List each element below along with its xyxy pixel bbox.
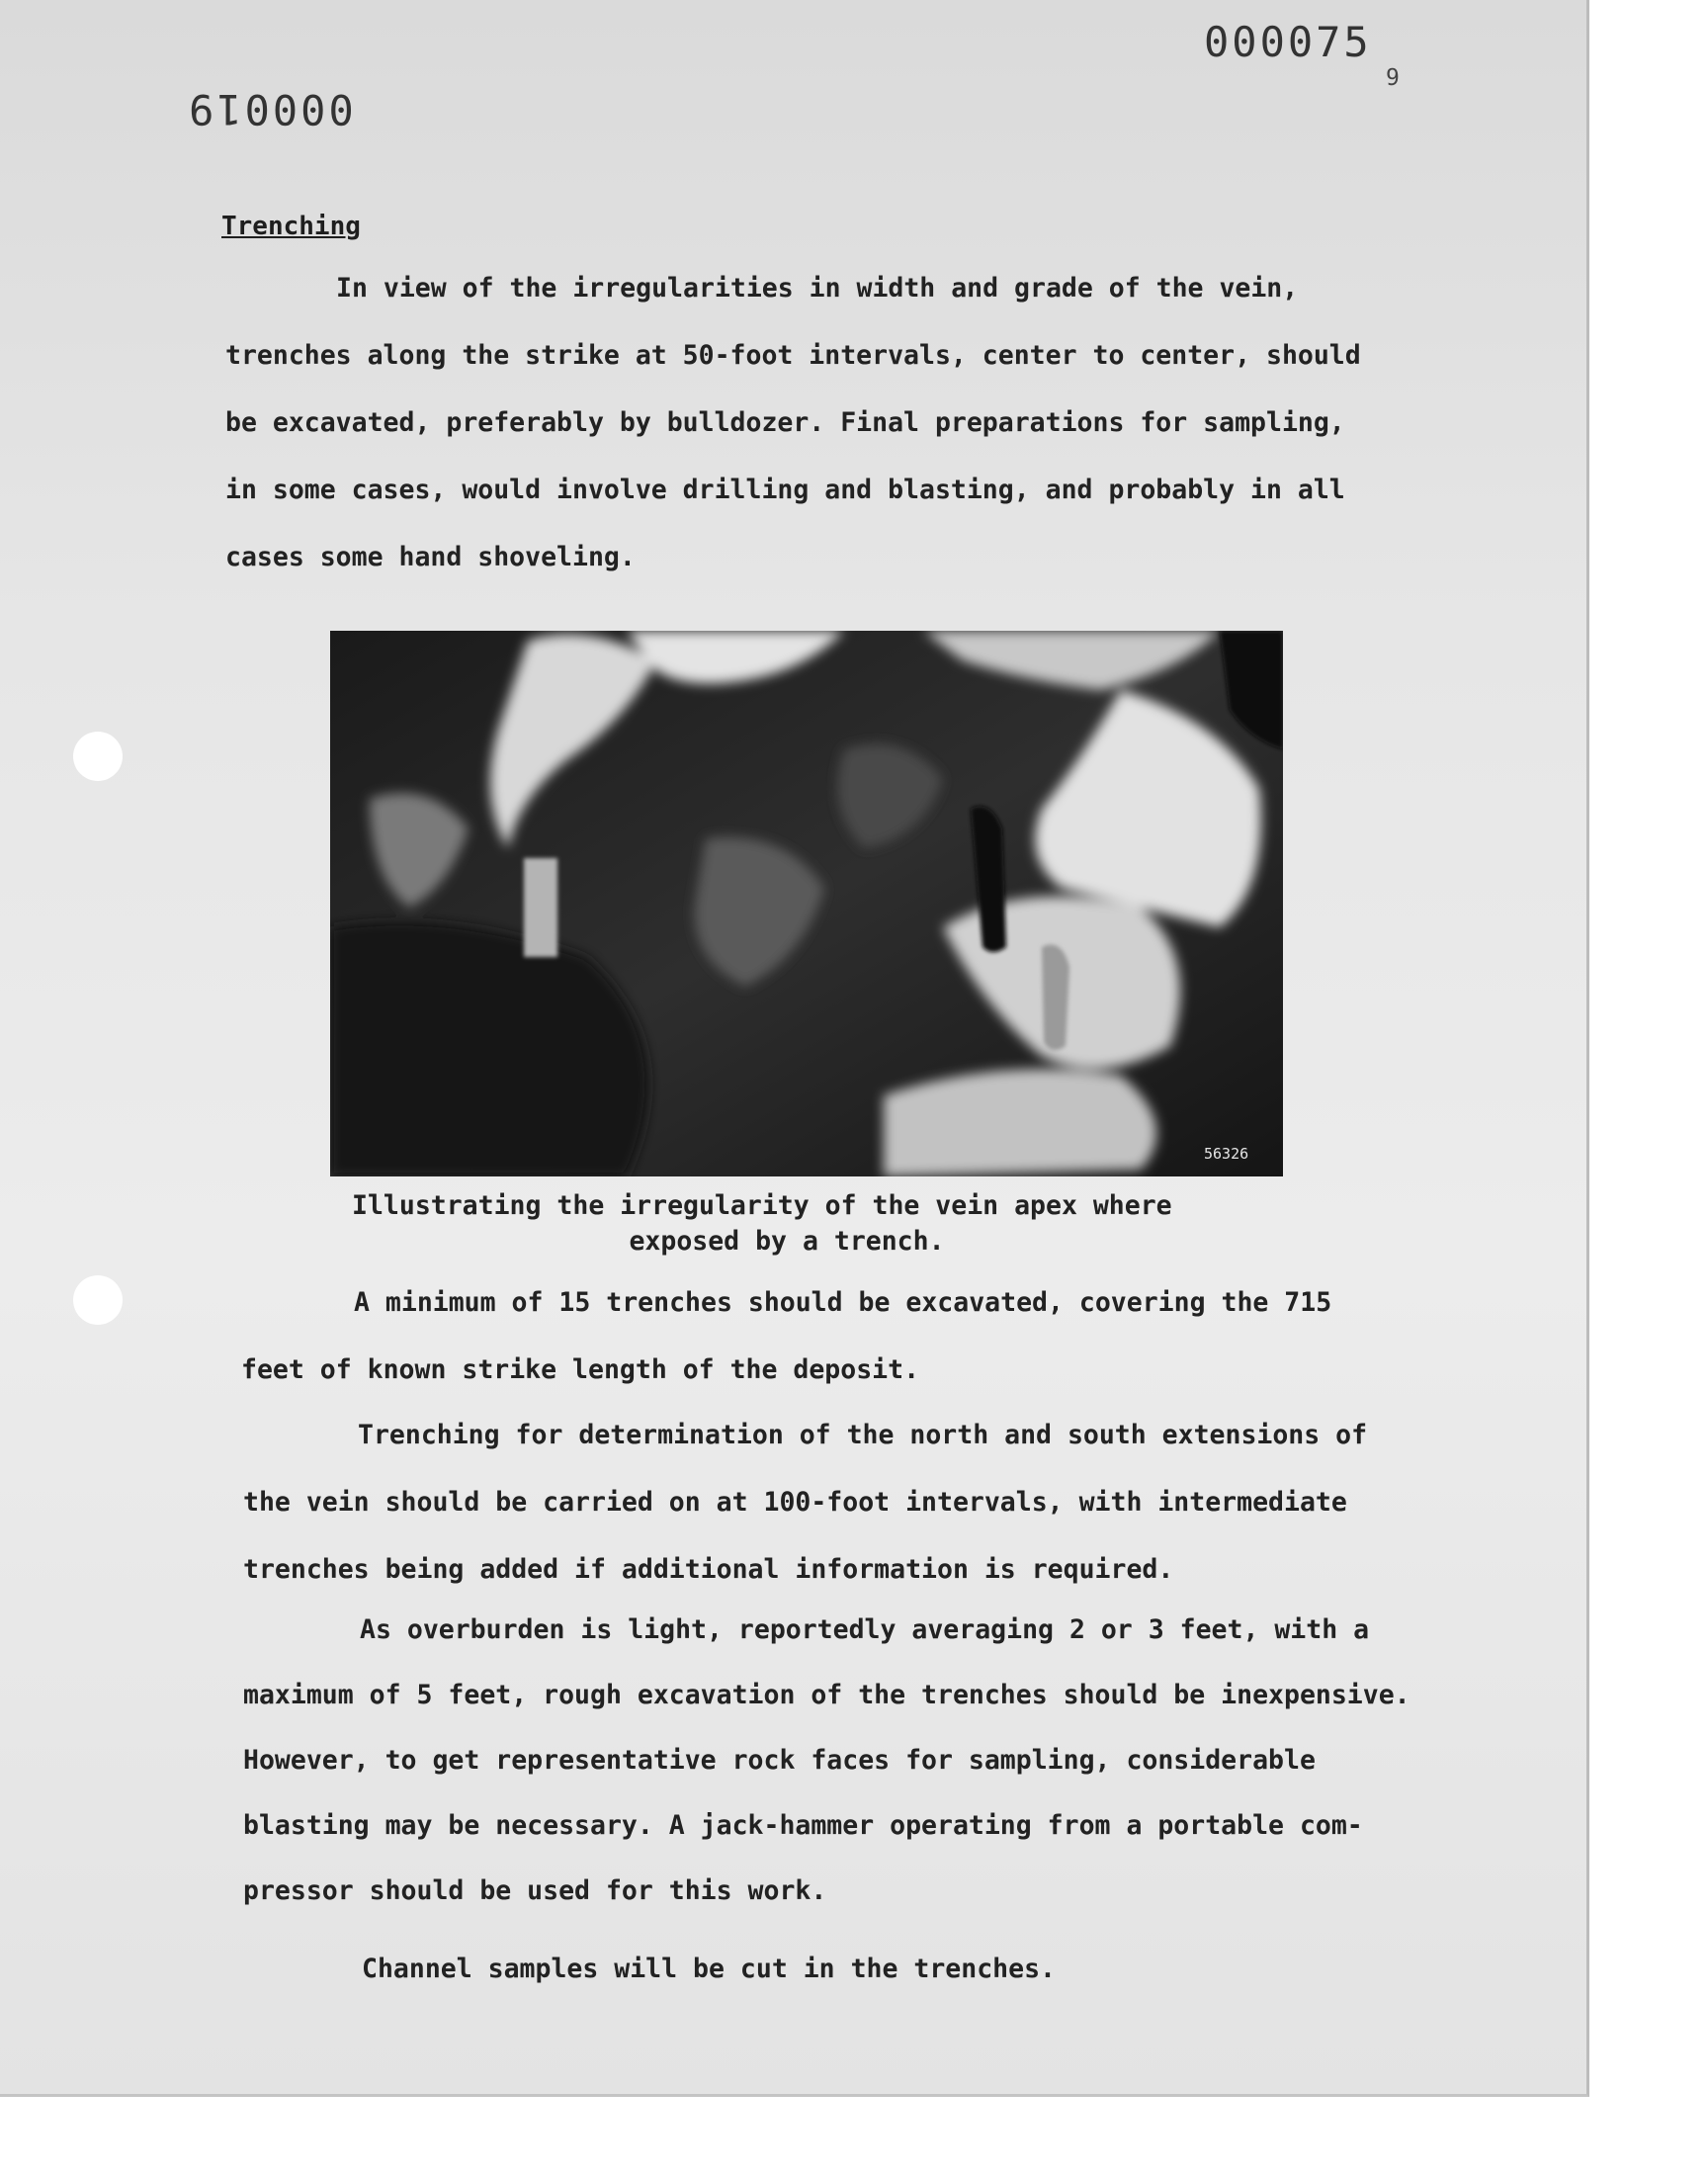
paragraph-3 [243,1402,1367,1604]
text-line: feet of known strike length of the deposit. [241,1354,920,1385]
photo-number: 56326 [1204,1145,1249,1163]
text-line: As overburden is light, reportedly averaging 2 or 3 feet, with a [360,1614,1370,1645]
paragraph-2 [241,1269,1331,1404]
page-number: 9 [1386,65,1400,91]
text-line: blasting may be necessary. A jack-hammer operating from a portable com- [243,1810,1363,1841]
paragraph-1 [225,255,1361,591]
paragraph-5 [362,1936,1056,2003]
punch-hole [73,1275,123,1325]
text-line: However, to get representative rock faces for sampling, considerable [243,1745,1316,1776]
caption-line: exposed by a trench. [629,1226,945,1257]
trench-photograph [330,631,1283,1176]
text-line: trenches being added if additional information is required. [243,1554,1174,1585]
page-stamp-left: 000019 [186,85,354,133]
text-line: A minimum of 15 trenches should be excavated, covering the 715 [354,1287,1332,1318]
text-line: in some cases, would involve drilling and blasting, and probably in all [225,475,1345,505]
text-line: Channel samples will be cut in the trenches. [362,1954,1056,1984]
paragraph-4 [243,1598,1410,1924]
punch-hole [73,732,123,781]
text-line: be excavated, preferably by bulldozer. Final preparations for sampling, [225,407,1345,438]
text-line: the vein should be carried on at 100-foot intervals, with intermediate [243,1487,1347,1518]
section-heading: Trenching [221,212,361,241]
text-line: trenches along the strike at 50-foot intervals, center to center, should [225,340,1361,371]
text-line: In view of the irregularities in width and grade of the vein, [336,273,1299,304]
text-line: pressor should be used for this work. [243,1875,827,1906]
page-stamp-top: 000075 [1204,18,1372,66]
caption-line: Illustrating the irregularity of the vein apex where [352,1190,1172,1221]
photo-caption [352,1188,1222,1260]
text-line: Trenching for determination of the north and south extensions of [358,1420,1368,1450]
text-line: maximum of 5 feet, rough excavation of the trenches should be inexpensive. [243,1680,1410,1710]
text-line: cases some hand shoveling. [225,542,636,572]
